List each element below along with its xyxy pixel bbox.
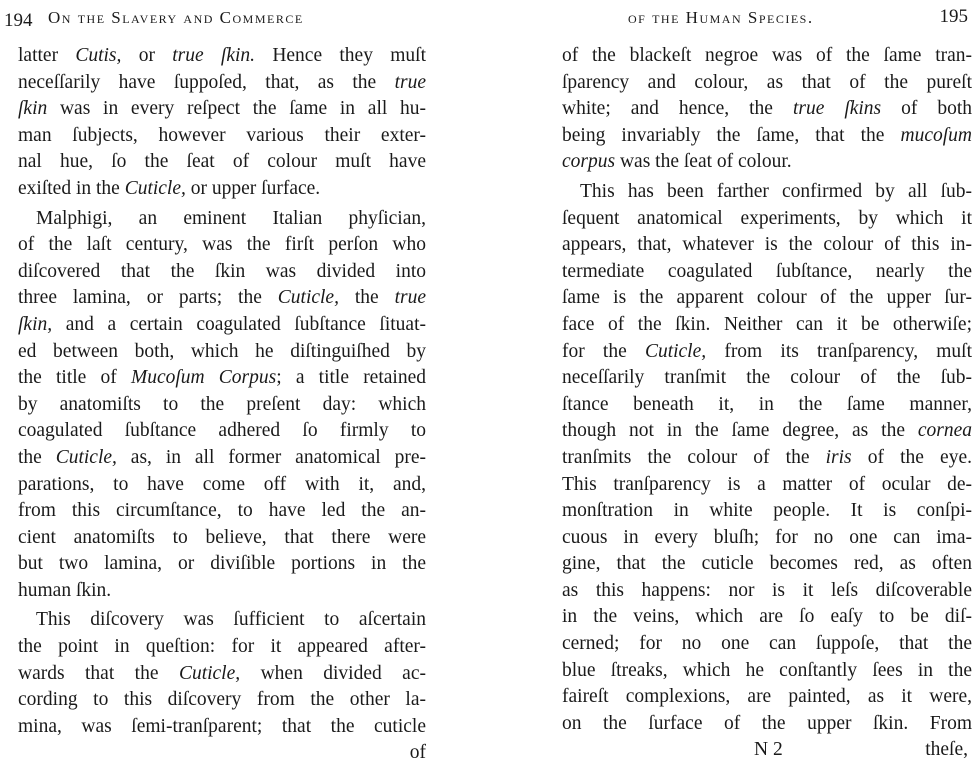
text-line [562,631,972,658]
text-run: nal hue, ſo the ſeat of colour muſt have [18,151,426,173]
text-run: This has been farther confirmed by all ſub- [580,180,972,202]
text-line [562,285,972,312]
text-line [18,176,426,203]
italic-text: ſkin, [18,313,53,335]
text-line [562,96,972,123]
text-run: ed between both, which he diſtinguiſhed by [18,340,426,362]
text-line [18,445,426,472]
text-line [18,472,426,499]
text-run: the point in queſtion: for it appeared after- [18,636,426,658]
text-run: for the [562,340,645,362]
text-line [18,740,426,767]
text-run: from this circumſtance, to have led the an- [18,500,426,522]
text-run: of the blackeſt negroe was of the ſame tran- [562,45,972,66]
text-run: of the eye. [851,446,972,468]
text-run: monſtration in white people. It is conſpi- [562,500,972,522]
text-run: by anatomiſts to the preſent day: which [18,393,426,415]
text-run: and a certain coagulated ſubſtance ſituat- [52,313,426,335]
text-run: wards that the [18,662,179,684]
text-line [562,206,972,233]
running-head-title-left: On the Slavery and Commerce [48,8,304,27]
text-line [562,445,972,472]
text-line [562,392,972,419]
catchword: theſe, [925,739,968,761]
text-line [18,607,426,634]
text-run: appears, that, whatever is the colour of this in- [562,234,972,256]
text-run: ſequent anatomical experiments, by which it [562,207,972,229]
text-run: was the ſeat of colour. [615,151,792,173]
text-run: coagulated ſubſtance adhered ſo firmly to [18,420,426,442]
text-run: diſcovered that the ſkin was divided into [18,260,426,282]
text-run: being invariably the ſame, that the [562,124,901,146]
text-line [562,498,972,525]
italic-text: Cuticle, [178,662,241,684]
text-line [18,70,426,97]
italic-text: true ſkin. [172,45,256,66]
signature-line [562,737,972,764]
text-run: on the ſurface of the upper ſkin. From [562,712,972,734]
text-line [18,339,426,366]
text-run: ; a title retained [276,367,426,389]
text-line [18,418,426,445]
text-run: neceſſarily tranſmit the colour of the ſub- [562,367,972,389]
text-run: faireſt complexions, are painted, as it were, [562,686,972,708]
text-run: the [18,446,56,468]
running-head-left [0,6,470,36]
text-run: cerned; for no one can ſuppoſe, that the [562,633,972,655]
text-line [18,232,426,259]
italic-text: iris [825,446,852,468]
text-line [18,365,426,392]
text-line [18,392,426,419]
left-page [0,0,470,764]
text-line [562,70,972,97]
text-line [562,684,972,711]
text-line [562,339,972,366]
text-run: was in every reſpect the ſame in all hu- [47,98,426,120]
text-line [18,259,426,286]
text-run: though not in the ſame degree, as the [562,420,918,442]
text-line [562,123,972,150]
text-line [562,711,972,738]
text-run: or upper ſurface. [185,177,321,199]
text-line [562,418,972,445]
text-run: or [121,45,173,66]
text-line [18,123,426,150]
text-line [18,551,426,578]
text-line [18,714,426,741]
text-run: ſparency and colour, as that of the pureſt [562,71,972,93]
text-line [562,149,972,176]
text-run: but two lamina, or diviſible portions in the [18,553,426,575]
italic-text: Cuticle, [55,446,117,468]
text-run: as this happens: nor is it leſs diſcoverable [562,579,972,601]
italic-text: ſkin [18,98,48,120]
text-run: as, in all former anatomical pre- [116,446,427,468]
text-run: three lamina, or parts; the [18,287,278,309]
text-run: tranſmits the colour of the [562,446,826,468]
text-run: from its tranſparency, muſt [706,340,973,362]
text-line [18,96,426,123]
italic-text: Cuticle, [124,177,186,199]
page-number-left: 194 [4,10,33,31]
text-run: Malphigi, an eminent Italian phyſician, [36,207,426,229]
text-run: cient anatomiſts to believe, that there were [18,526,426,548]
text-run: This tranſparency is a matter of ocular de- [562,473,972,495]
text-run: of the laſt century, was the firſt perſon who [18,234,426,256]
text-line [18,525,426,552]
text-line [18,498,426,525]
text-run: man ſubjects, however various their exter- [18,124,426,146]
text-line [18,43,426,70]
text-run: cuous in every bluſh; for no one can ima- [562,526,972,548]
text-run: This diſcovery was ſufficient to aſcertain [36,609,426,631]
text-line [18,312,426,339]
text-line [562,525,972,552]
italic-text: true ſkins [792,98,882,120]
text-line [18,634,426,661]
text-line [18,661,426,688]
italic-text: true [394,287,426,309]
text-line [18,687,426,714]
italic-text: mucoſum [900,124,972,146]
text-line [562,365,972,392]
text-run: of [409,742,426,764]
running-head-title-right: of the Human Species. [628,8,814,27]
text-run: parations, to have come off with it, and, [18,473,426,495]
text-line [18,578,426,605]
italic-text: Cuticle, [644,340,707,362]
text-line [562,312,972,339]
text-line [562,472,972,499]
running-head-right [540,6,980,36]
text-run: ſame is the apparent colour of the upper ſur- [562,287,972,309]
text-run: gine, that the cuticle becomes red, as often [562,553,972,575]
italic-text: cornea [917,420,972,442]
text-run: when divided ac- [240,662,426,684]
text-run: of both [881,98,973,120]
text-run: neceſſarily have ſuppoſed, that, as the [18,71,395,93]
text-line [562,43,972,70]
text-run: ſtance beneath it, in the ſame manner, [562,393,972,415]
right-page [540,0,980,761]
text-run: the title of [18,367,131,389]
text-run: cording to this diſcovery from the other la- [18,689,426,711]
right-page-body [562,43,972,764]
text-line [562,232,972,259]
italic-text: Cutis, [75,45,122,66]
text-line [562,604,972,631]
italic-text: Cuticle, [277,287,339,309]
text-line [562,259,972,286]
left-page-body [18,43,426,767]
text-line [562,578,972,605]
text-run: the [338,287,395,309]
text-run: termediate coagulated ſubſtance, nearly the [562,260,972,282]
text-line [562,179,972,206]
text-line [18,206,426,233]
text-run: mina, was ſemi-tranſparent; that the cuticle [18,715,426,737]
text-line [18,285,426,312]
text-line [562,658,972,685]
page-number-right: 195 [939,6,968,27]
italic-text: Mucoſum Corpus [130,367,277,389]
text-run: face of the ſkin. Neither can it be otherwiſe; [562,313,972,335]
text-run: blue ſtreaks, which he conſtantly ſees in the [562,659,972,681]
italic-text: true [394,71,426,93]
text-run: white; and hence, the [562,98,793,120]
text-line [18,149,426,176]
signature-mark: N 2 [754,739,783,761]
text-run: exiſted in the [18,177,125,199]
text-line [562,551,972,578]
italic-text: corpus [562,151,616,173]
text-run: latter [18,45,76,66]
text-run: human ſkin. [18,579,112,601]
text-run: Hence they muſt [255,45,426,66]
text-run: in the veins, which are ſo eaſy to be diſ- [562,606,972,628]
